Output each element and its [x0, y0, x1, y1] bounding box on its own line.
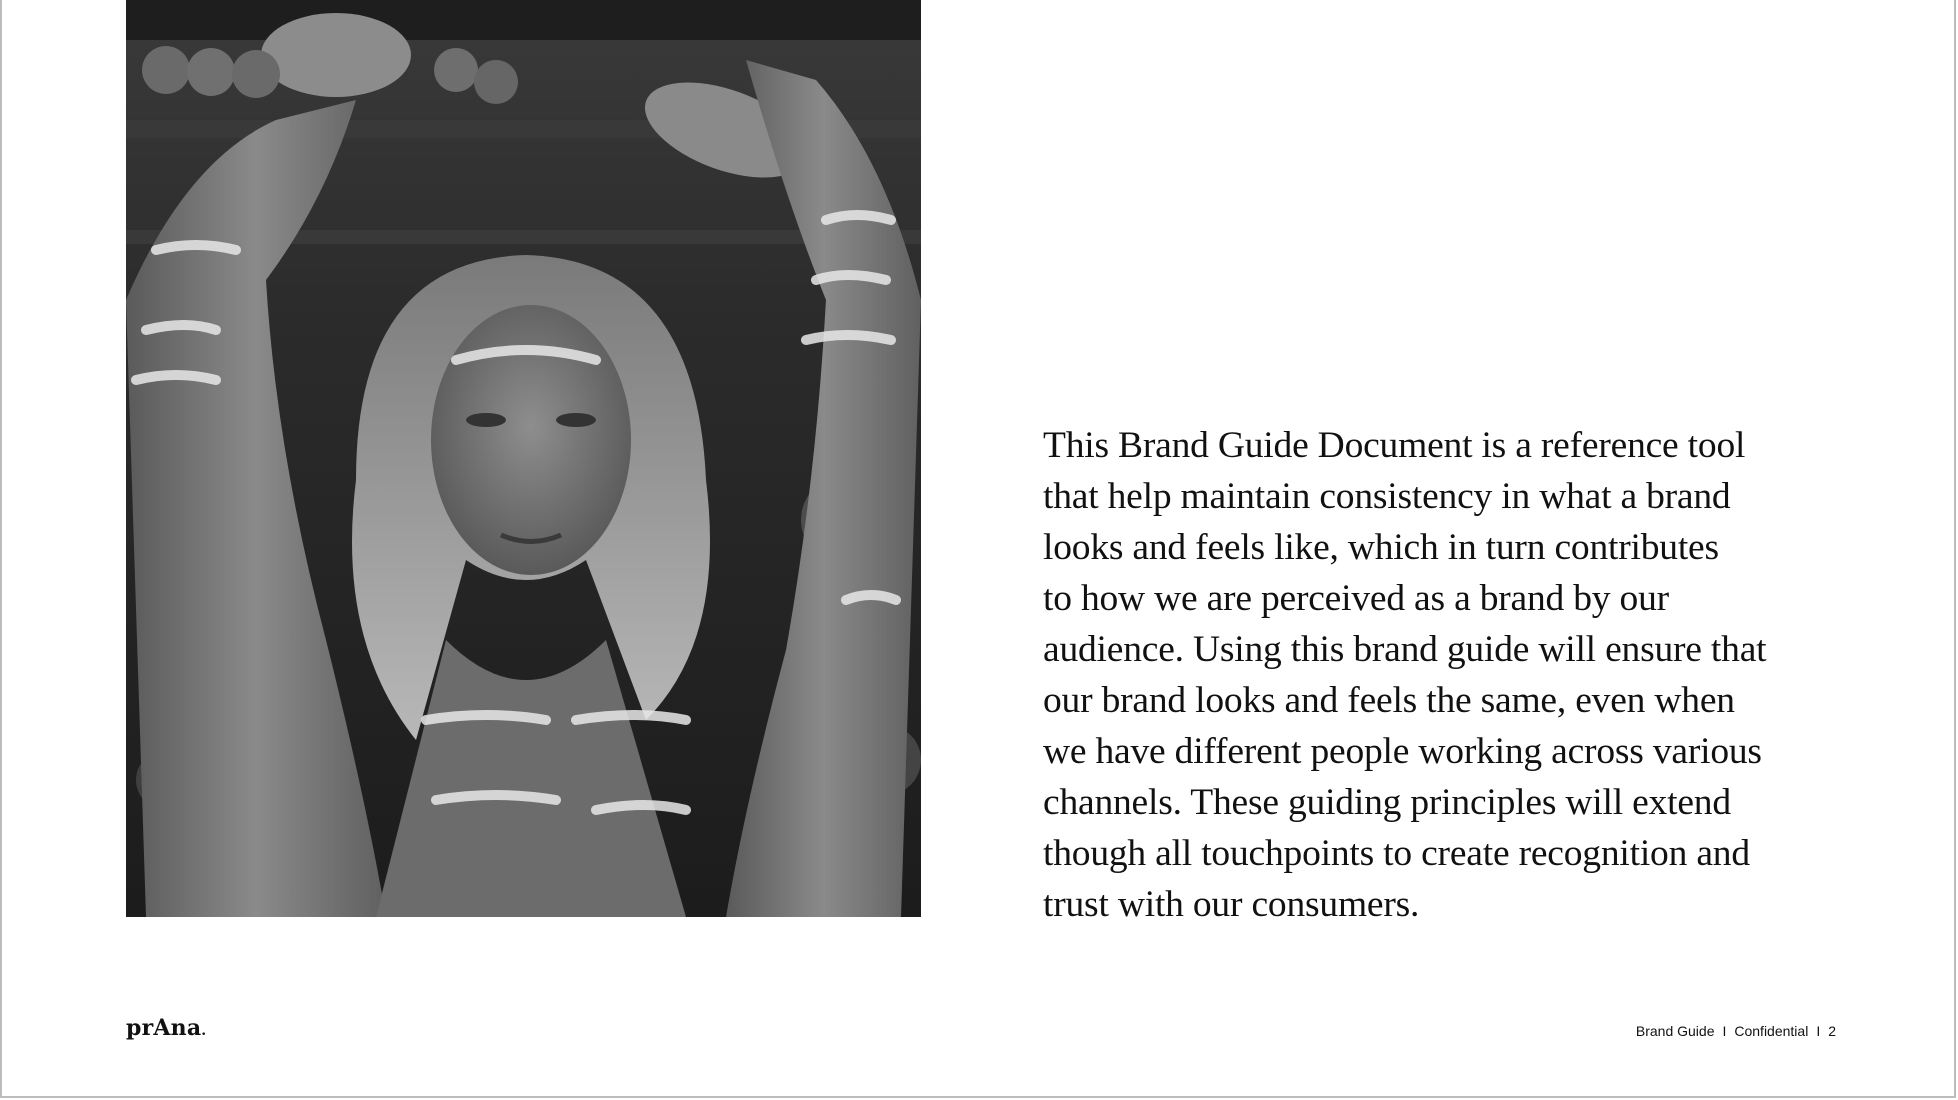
- logo-dot: .: [201, 1023, 207, 1039]
- page-footer-meta: [1636, 1023, 1836, 1039]
- intro-line: to how we are perceived as a brand by our: [1043, 578, 1669, 619]
- intro-line: our brand looks and feels the same, even when: [1043, 680, 1735, 721]
- intro-line: that help maintain consistency in what a brand: [1043, 476, 1731, 517]
- intro-line: looks and feels like, which in turn contributes: [1043, 527, 1719, 568]
- footer-classification: Confidential: [1734, 1023, 1809, 1039]
- intro-line: though all touchpoints to create recognition and: [1043, 833, 1750, 874]
- brand-guide-intro-text: [1043, 420, 1843, 930]
- footer-separator: I: [1816, 1023, 1821, 1039]
- logo-wordmark: prAna: [126, 1015, 202, 1041]
- page-number: 2: [1828, 1023, 1836, 1039]
- prana-logo: [126, 1015, 206, 1041]
- footer-separator: I: [1722, 1023, 1727, 1039]
- intro-line: audience. Using this brand guide will ensure that: [1043, 629, 1767, 670]
- intro-line: This Brand Guide Document is a reference tool: [1043, 425, 1746, 466]
- portrait-photo: [126, 0, 921, 917]
- portrait-photo-image: [126, 0, 921, 917]
- intro-line: trust with our consumers.: [1043, 884, 1420, 925]
- footer-doc-name: Brand Guide: [1635, 1023, 1715, 1039]
- intro-line: channels. These guiding principles will extend: [1043, 782, 1731, 823]
- intro-line: we have different people working across various: [1043, 731, 1762, 772]
